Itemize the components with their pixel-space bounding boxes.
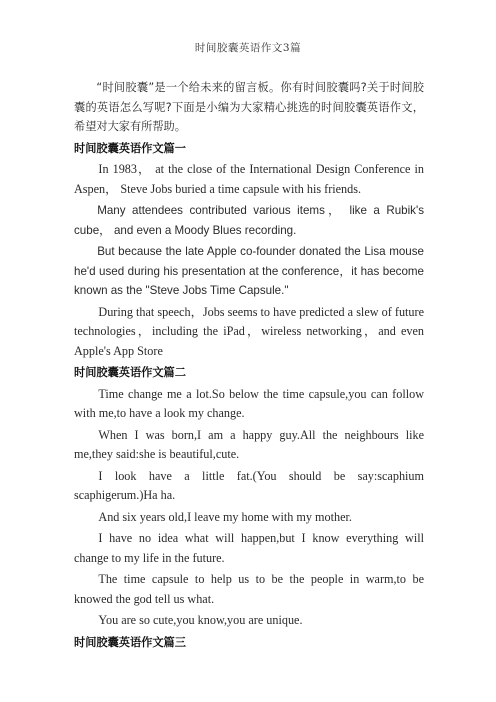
intro-paragraph: “时间胶囊”是一个给未来的留言板。你有时间胶囊吗?关于时间胶囊的英语怎么写呢?下面是小编为大家精心挑选的时间胶囊英语作文，希望对大家有所帮助。 (74, 81, 424, 133)
section1-paragraph-1: In 1983， at the close of the International Design Conference in Aspen， Steve Jobs buried a time capsule with his friends. (74, 162, 424, 196)
section1-paragraph-3: But because the late Apple co-founder donated the Lisa mouse he'd used during his presentation at the conference，it has become known as the "Steve Jobs Time Capsule." (74, 245, 424, 297)
document-body (74, 78, 424, 654)
section1-paragraph-4: During that speech，Jobs seems to have predicted a slew of future technologies，including the iPad，wireless networking，and even Apple's App Store (74, 304, 424, 358)
section2-paragraph-3: I look have a little fat.(You should be say:scaphium scaphigerum.)Ha ha. (74, 468, 424, 502)
section2-paragraph-2: When I was born,I am a happy guy.All the neighbours like me,they said:she is beautiful,cute. (74, 427, 424, 461)
section2-paragraph-4: And six years old,I leave my home with my mother. (98, 509, 352, 524)
section2-paragraph-7: You are so cute,you know,you are unique. (98, 613, 303, 627)
section-heading-3: 时间胶囊英语作文篇三 (74, 635, 186, 649)
section-heading-2: 时间胶囊英语作文篇二 (74, 366, 186, 379)
section2-paragraph-5: I have no idea what will happen,but I know everything will change to my life in the future. (74, 531, 424, 565)
section1-paragraph-2: Many attendees contributed various items， like a Rubik's cube， and even a Moody Blues recording. (74, 204, 424, 237)
document-title: 时间胶囊英语作文3篇 (194, 42, 302, 54)
section-heading-1: 时间胶囊英语作文篇一 (74, 141, 186, 155)
section2-paragraph-6: The time capsule to help us to be the people in warm,to be knowed the god tell us what. (74, 572, 424, 606)
section2-paragraph-1: Time change me a lot.So below the time capsule,you can follow with me,to have a look my change. (74, 386, 424, 420)
